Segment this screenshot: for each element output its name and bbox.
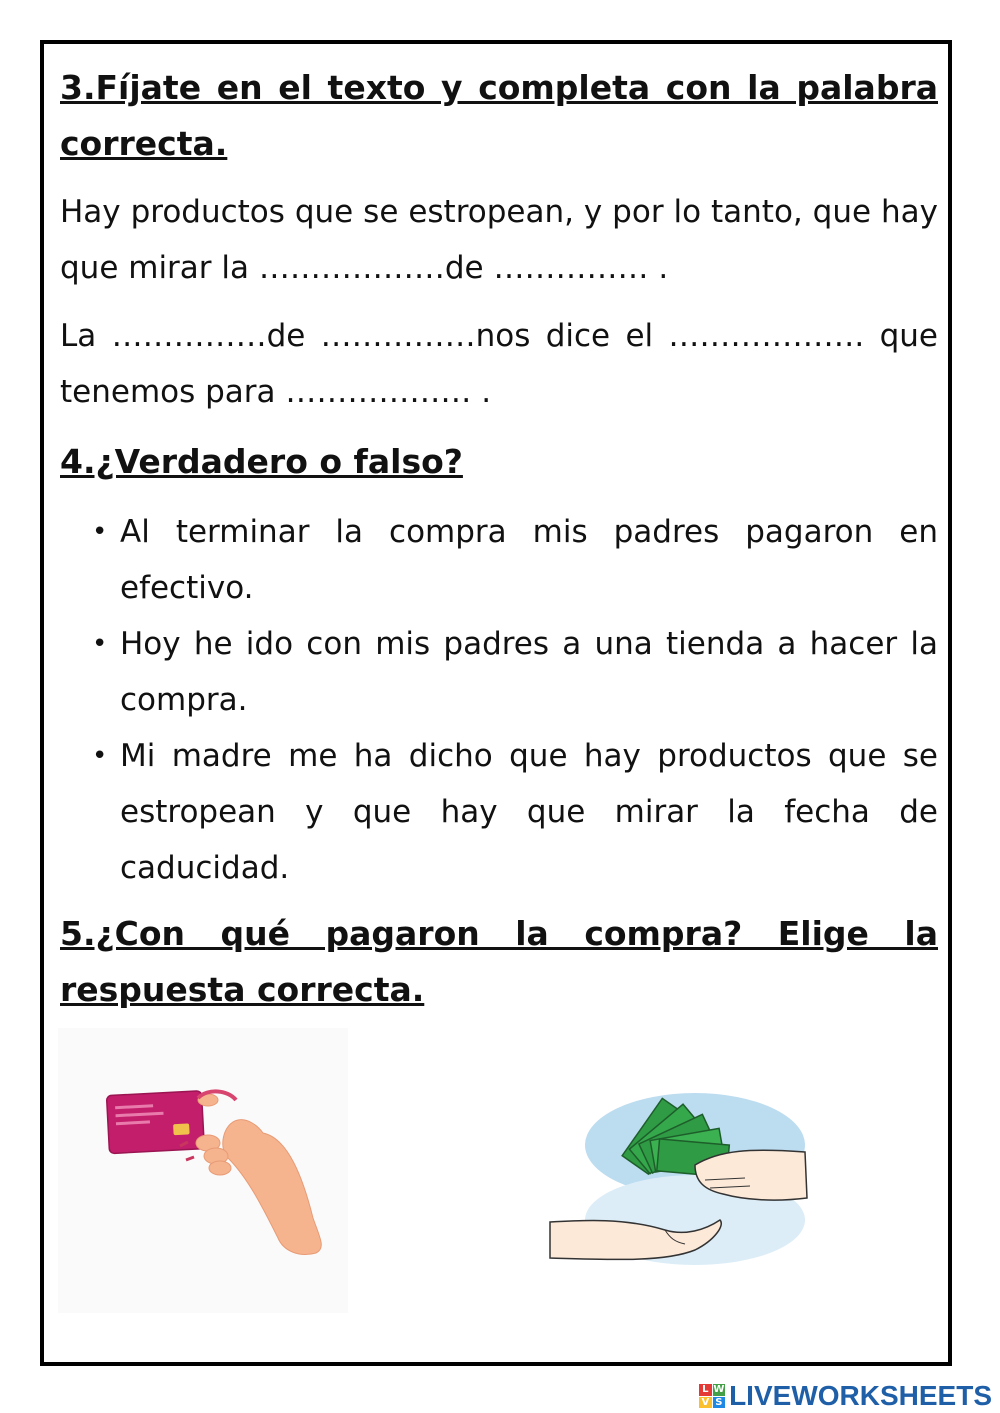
section-4-heading: 4.¿Verdadero o falso?	[60, 442, 463, 481]
true-false-item[interactable]: • Hoy he ido con mis padres a una tienda a hacer la compra.	[60, 616, 938, 728]
credit-card-in-hand-icon	[58, 1028, 348, 1313]
section-4	[60, 434, 938, 896]
true-false-item[interactable]: • Al terminar la compra mis padres pagaron en efectivo.	[60, 504, 938, 616]
section-3-paragraph-2: La ……………de ……………nos dice el ………………. que tenemos para ……………… .	[60, 318, 938, 410]
section-5	[60, 906, 938, 1018]
cash-option[interactable]	[545, 1090, 810, 1285]
true-false-list	[60, 504, 938, 896]
true-false-item[interactable]: • Mi madre me ha dicho que hay productos que se estropean y que hay que mirar la fecha de caducidad.	[60, 728, 938, 896]
credit-card-option[interactable]	[58, 1028, 348, 1313]
cash-banknotes-exchange-icon	[545, 1090, 810, 1285]
liveworksheets-logo-icon: L W V S	[699, 1384, 725, 1408]
liveworksheets-watermark	[699, 1381, 992, 1411]
watermark-text: LIVEWORKSHEETS	[729, 1380, 992, 1411]
section-3-heading: 3.Fíjate en el texto y completa con la palabra correcta.	[60, 68, 938, 163]
section-3-paragraph-1: Hay productos que se estropean, y por lo tanto, que hay que mirar la ………………de …………… .	[60, 194, 938, 286]
section-5-heading: 5.¿Con qué pagaron la compra? Elige la respuesta correcta.	[60, 914, 938, 1009]
section-3	[60, 60, 938, 420]
